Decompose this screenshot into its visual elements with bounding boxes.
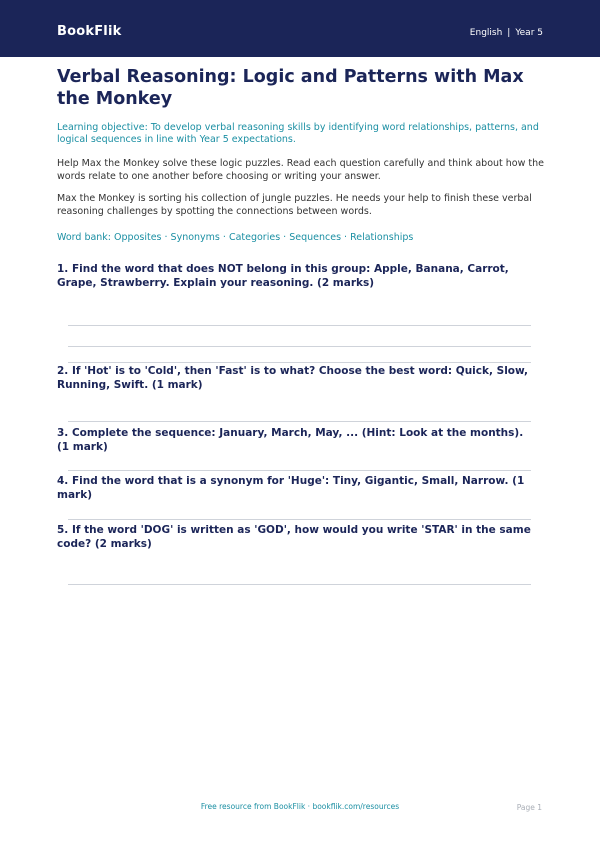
answer-line[interactable] — [68, 346, 531, 347]
question-1: 1. Find the word that does NOT belong in this group: Apple, Banana, Carrot, Grape, Strawberry. Explain your reasoning. (2 marks) — [57, 263, 509, 289]
header-meta — [470, 28, 543, 38]
meta-separator: | — [507, 28, 511, 38]
page-number: Page 1 — [516, 803, 542, 812]
answer-line[interactable] — [68, 421, 531, 422]
question-3: 3. Complete the sequence: January, March, May, ... (Hint: Look at the months). (1 mark) — [57, 427, 524, 453]
intro-paragraph: Help Max the Monkey solve these logic puzzles. Read each question carefully and think about how the words relate to one another before choosing or writing your answer. — [57, 158, 545, 182]
page-header — [0, 0, 600, 57]
answer-line[interactable] — [68, 470, 531, 471]
question-4: 4. Find the word that is a synonym for 'Huge': Tiny, Gigantic, Small, Narrow. (1 mark) — [57, 475, 525, 501]
answer-line[interactable] — [68, 519, 531, 520]
footer-link[interactable]: Free resource from BookFlik · bookflik.com/resources — [200, 802, 400, 811]
page-title: Verbal Reasoning: Logic and Patterns with Max the Monkey — [57, 67, 524, 109]
year-label: Year 5 — [515, 28, 543, 38]
brand-logo: BookFlik — [57, 24, 122, 39]
learning-objective: Learning objective: To develop verbal reasoning skills by identifying word relationships, patterns, and logical sequences in line with Year 5 expectations. — [57, 122, 539, 145]
story-paragraph: Max the Monkey is sorting his collection of jungle puzzles. He needs your help to finish these verbal reasoning challenges by spotting the connections between words. — [57, 193, 532, 217]
question-5: 5. If the word 'DOG' is written as 'GOD', how would you write 'STAR' in the same code? (2 marks) — [57, 524, 531, 550]
answer-line[interactable] — [68, 584, 531, 585]
answer-line[interactable] — [68, 325, 531, 326]
question-2: 2. If 'Hot' is to 'Cold', then 'Fast' is to what? Choose the best word: Quick, Slow, Running, Swift. (1 mark) — [57, 365, 529, 391]
subject-label: English — [469, 28, 503, 38]
word-bank: Word bank: Opposites · Synonyms · Categories · Sequences · Relationships — [57, 232, 414, 243]
answer-line[interactable] — [68, 362, 531, 363]
